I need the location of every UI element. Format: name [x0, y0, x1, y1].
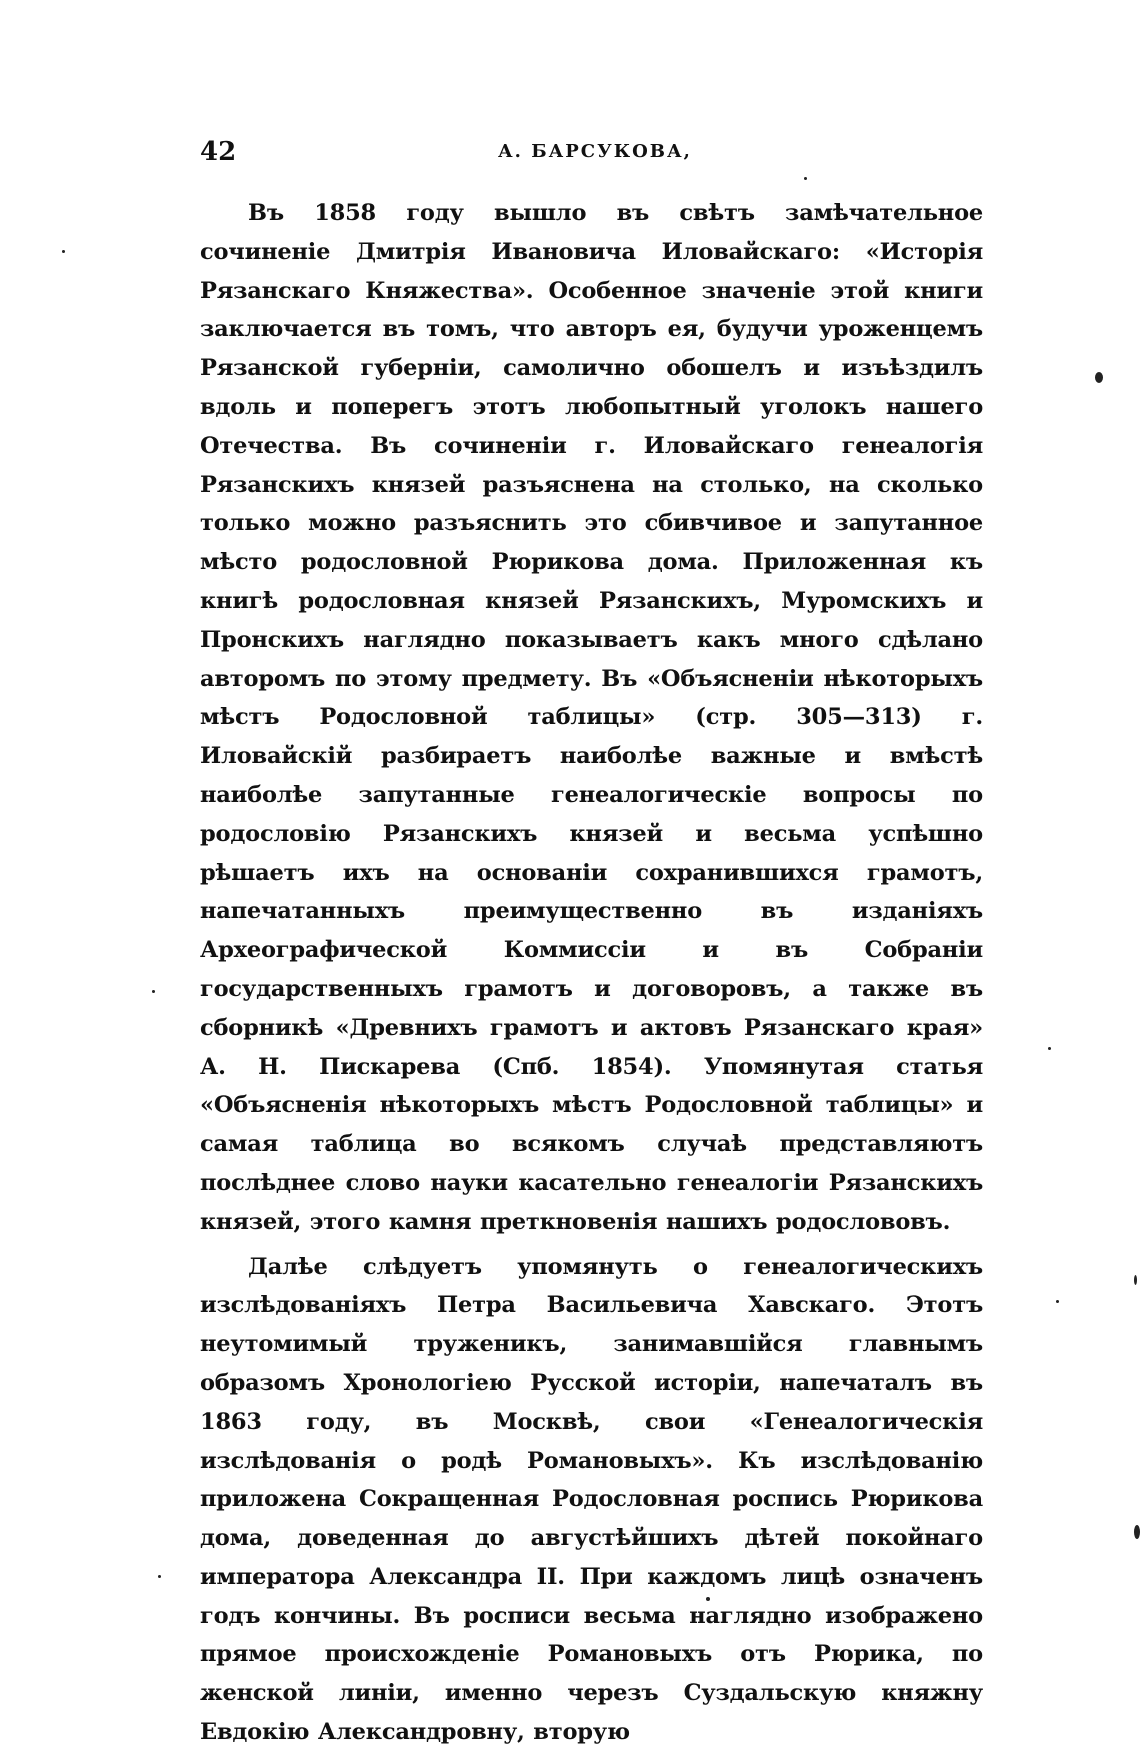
scan-speck	[1095, 372, 1103, 383]
scan-speck	[158, 1575, 161, 1578]
scan-speck	[62, 250, 65, 253]
scan-speck	[706, 1597, 710, 1601]
scan-speck	[804, 177, 807, 180]
scan-speck	[152, 990, 155, 993]
paragraph-1: Въ 1858 году вышло въ свѣтъ замѣчательное сочиненіе Дмитрія Ивановича Иловайскаго: «Исторія Рязанскаго Княжества». Особенное значеніе этой книги заключается въ томъ, что авторъ ея, будучи уроженцемъ Рязанской губерніи, самолично обошелъ и изъѣздилъ вдоль и поперегъ этотъ любопытный уголокъ нашего Отечества. Въ сочиненіи г. Иловайскаго генеалогія Рязанскихъ князей разъяснена на столько, на сколько только можно разъяснить это сбивчивое и запутанное мѣсто родословной Рюрикова дома. Приложенная къ книгѣ родословная князей Рязанскихъ, Муромскихъ и Пронскихъ наглядно показываетъ какъ много сдѣлано авторомъ по этому предмету. Въ «Объясненіи нѣкоторыхъ мѣстъ Родословной таблицы» (стр. 305—313) г. Иловайскій разбираетъ наиболѣе важные и вмѣстѣ наиболѣе запутанные генеалогическіе вопросы по родословію Рязанскихъ князей и весьма успѣшно рѣшаетъ ихъ на основаніи сохранившихся грамотъ, напечатанныхъ преимущественно въ изданіяхъ Археографической Коммиссіи и въ Собраніи государственныхъ грамотъ и договоровъ, а также въ сборникѣ «Древнихъ грамотъ и актовъ Рязанскаго края» А. Н. Пискарева (Спб. 1854). Упомянутая статья «Объясненія нѣкоторыхъ мѣстъ Родословной таблицы» и самая таблица во всякомъ случаѣ представляютъ послѣднее слово науки касательно генеалогіи Рязанскихъ князей, этого камня преткновенія нашихъ родослововъ.	[200, 200, 983, 1235]
scan-speck	[1056, 1300, 1059, 1303]
scan-speck	[1134, 1275, 1137, 1285]
scan-speck	[1134, 1525, 1140, 1539]
page-number: 42	[200, 137, 237, 167]
page-header	[200, 134, 980, 170]
paragraph-2: Далѣе слѣдуетъ упомянуть о генеалогическихъ изслѣдованіяхъ Петра Васильевича Хавскаго. Этотъ неутомимый труженикъ, занимавшійся главнымъ образомъ Хронологіею Русской исторіи, напечаталъ въ 1863 году, въ Москвѣ, свои «Генеалогическія изслѣдованія о родѣ Романовыхъ». Къ изслѣдованію приложена Сокращенная Родословная роспись Рюрикова дома, доведенная до августѣйшихъ дѣтей покойнаго императора Александра II. При каждомъ лицѣ означенъ годъ кончины. Въ росписи весьма наглядно изображено прямое происхожденіе Романовыхъ отъ Рюрика, по женской линіи, именно черезъ Суздальскую княжну Евдокію Александровну, вторую	[200, 1253, 983, 1746]
running-head: А. БАРСУКОВА,	[498, 141, 692, 162]
body-text	[200, 194, 983, 1752]
scan-speck	[1048, 1047, 1051, 1050]
